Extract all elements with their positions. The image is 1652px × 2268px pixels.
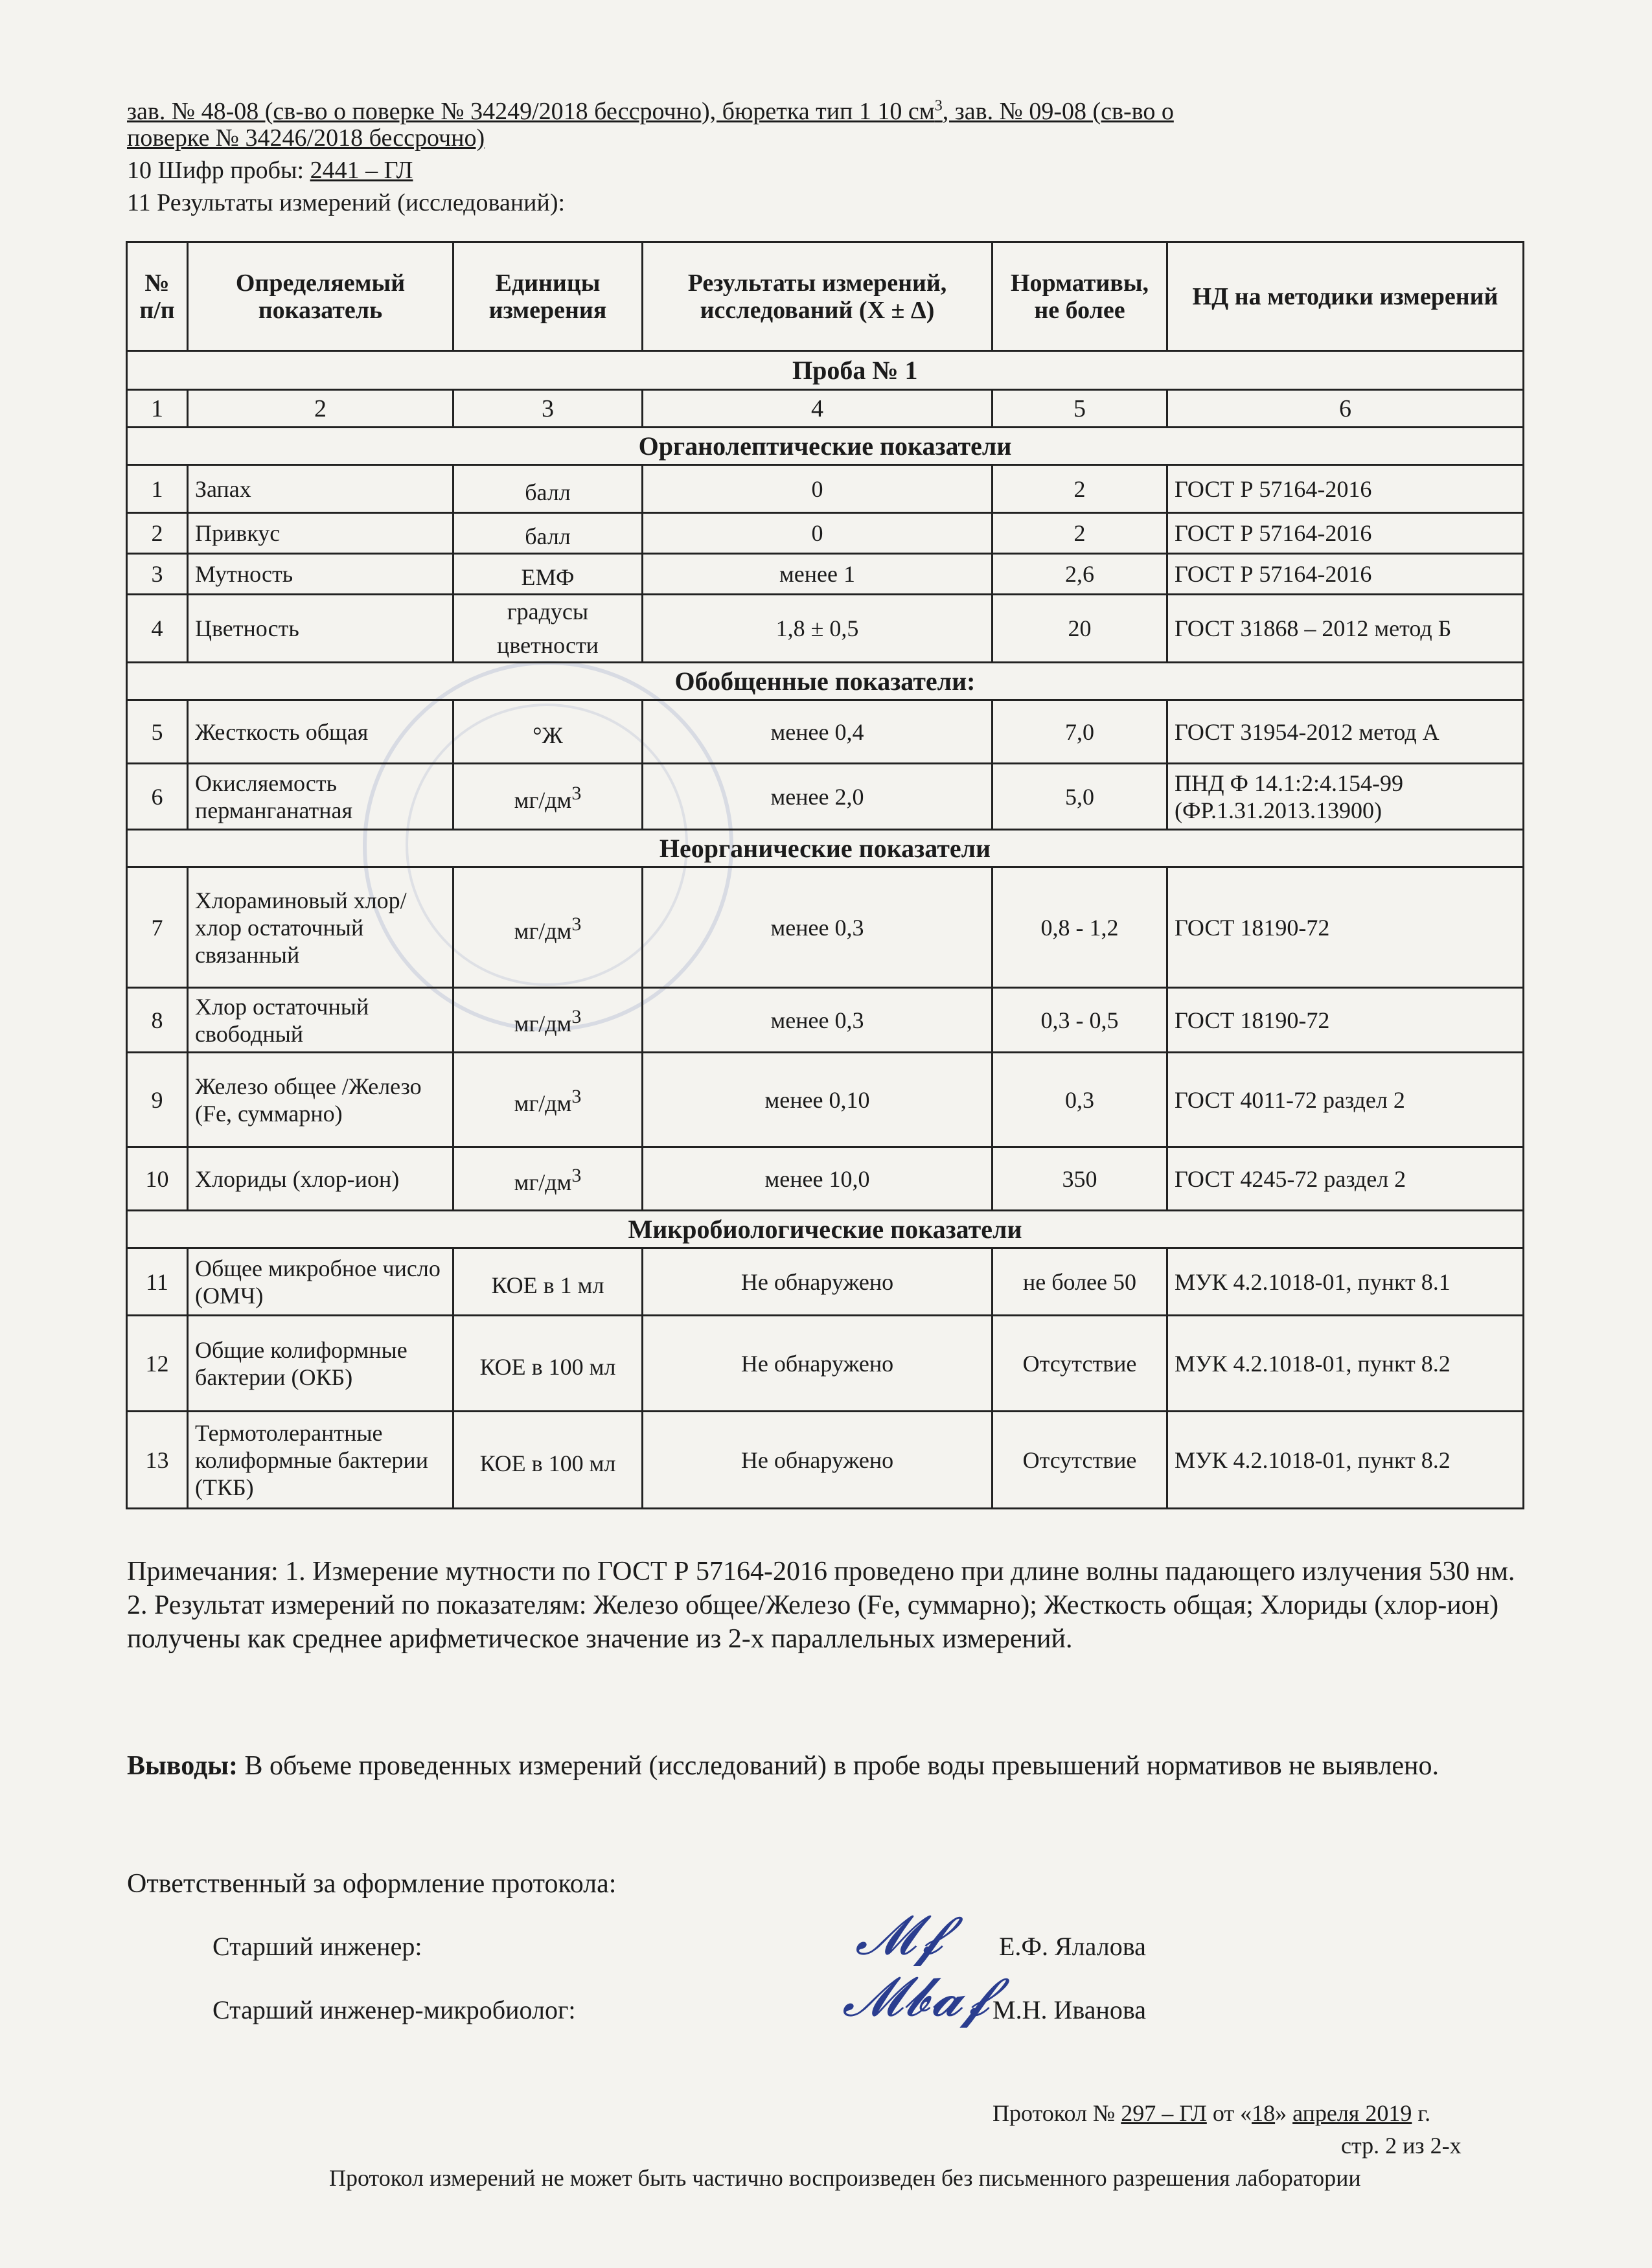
row-unit: $мг/дм^3$ [453,1147,643,1211]
row-result: Не обнаружено [643,1412,992,1509]
row-norm: 2,6 [992,554,1167,595]
row-method: ГОСТ 4011-72 раздел 2 [1167,1053,1524,1147]
table-row [127,700,1524,764]
row-norm: 7,0 [992,700,1167,764]
col-number: 1 [127,390,188,428]
row-norm: 0,3 [992,1053,1167,1147]
row-result: 0 [643,465,992,513]
table-row [127,554,1524,595]
header-num: № п/п [127,242,188,351]
table-row [127,1412,1524,1509]
row-unit: $мг/дм^3$ [453,988,643,1053]
table-row [127,1316,1524,1412]
row-result: менее 0,4 [643,700,992,764]
sample-code: 10 Шифр пробы: 2441 – ГЛ [127,157,413,184]
table-row [127,513,1524,554]
row-result: 1,8 ± 0,5 [643,595,992,663]
row-num: 3 [127,554,188,595]
section-generalized: Обобщенные показатели: [127,663,1524,700]
signer-2-role: Старший инженер-микробиолог: [212,1995,576,2024]
section-organoleptic: Органолептические показатели [127,428,1524,465]
row-method: МУК 4.2.1018-01, пункт 8.1 [1167,1248,1524,1316]
row-indicator: Окисляемость перманганатная [188,764,453,830]
conclusion-label: Выводы: [127,1751,238,1781]
row-unit: $мг/дм^3$ [453,867,643,988]
row-result: Не обнаружено [643,1248,992,1316]
table-row [127,595,1524,663]
row-num: 11 [127,1248,188,1316]
table-row [127,1147,1524,1211]
row-unit: $мг/дм^3$ [453,1053,643,1147]
row-num: 10 [127,1147,188,1211]
row-num: 12 [127,1316,188,1412]
row-indicator: Хлориды (хлор-ион) [188,1147,453,1211]
row-unit: градусы цветности [453,595,643,663]
row-num: 1 [127,465,188,513]
row-method: ПНД Ф 14.1:2:4.154-99 (ФР.1.31.2013.13900) [1167,764,1524,830]
signer-2-name: М.Н. Иванова [992,1995,1146,2024]
row-result: менее 10,0 [643,1147,992,1211]
row-num: 5 [127,700,188,764]
signature-1: 𝓜𝓯 [855,1903,944,1967]
row-result: менее 0,3 [643,867,992,988]
row-norm: Отсутствие [992,1412,1167,1509]
table-row [127,465,1524,513]
row-method: ГОСТ 31954-2012 метод А [1167,700,1524,764]
table-header-row [127,242,1524,351]
section-inorganic: Неорганические показатели [127,830,1524,867]
col-number: 6 [1167,390,1524,428]
row-result: Не обнаружено [643,1316,992,1412]
row-norm: 0,8 - 1,2 [992,867,1167,988]
row-method: ГОСТ 4245-72 раздел 2 [1167,1147,1524,1211]
row-method: ГОСТ Р 57164-2016 [1167,465,1524,513]
row-num: 2 [127,513,188,554]
header-result: Результаты измерений, исследований (Х ± Δ) [643,242,992,351]
row-indicator: Запах [188,465,453,513]
row-indicator: Железо общее /Железо (Fe, суммарно) [188,1053,453,1147]
row-method: ГОСТ Р 57164-2016 [1167,513,1524,554]
header-line-1: зав. № 48-08 (св-во о поверке № 34249/2018 бессрочно), бюретка тип 1 10 $см^3$, зав. № 09-08 (св-во о [127,97,1174,125]
table-row [127,867,1524,988]
row-norm: не более 50 [992,1248,1167,1316]
row-norm: 5,0 [992,764,1167,830]
signer-1-role: Старший инженер: [212,1932,422,1961]
row-indicator: Цветность [188,595,453,663]
row-norm: 2 [992,513,1167,554]
row-num: 4 [127,595,188,663]
row-unit: балл [453,465,643,513]
row-indicator: Мутность [188,554,453,595]
row-indicator: Термотолерантные колиформные бактерии (ТКБ) [188,1412,453,1509]
row-unit: $мг/дм^3$ [453,764,643,830]
col-number: 4 [643,390,992,428]
sample-label: Проба № 1 [188,351,1524,390]
row-indicator: Хлор остаточный свободный [188,988,453,1053]
note-2: 2. Результат измерений по показателям: Железо общее/Железо (Fe, суммарно); Жесткость общая; Хлориды (хлор-ион) получены как среднее арифметическое значение из 2-х параллельных измерений. [127,1590,1499,1654]
row-method: ГОСТ Р 57164-2016 [1167,554,1524,595]
row-method: ГОСТ 18190-72 [1167,988,1524,1053]
col-number: 5 [992,390,1167,428]
row-num: 9 [127,1053,188,1147]
signer-1-name: Е.Ф. Ялалова [999,1932,1146,1961]
row-result: менее 0,3 [643,988,992,1053]
row-result: менее 0,10 [643,1053,992,1147]
conclusion [127,1749,1526,1783]
row-indicator: Хлораминовый хлор/хлор остаточный связанный [188,867,453,988]
results-table [126,241,1524,1509]
row-result: 0 [643,513,992,554]
page-number: стр. 2 из 2-х [1341,2133,1462,2159]
row-norm: 0,3 - 0,5 [992,988,1167,1053]
header-method: НД на методики измерений [1167,242,1524,351]
row-unit: ЕМФ [453,554,643,595]
row-method: ГОСТ 18190-72 [1167,867,1524,988]
row-num: 13 [127,1412,188,1509]
row-result: менее 2,0 [643,764,992,830]
protocol-ref: Протокол № 297 – ГЛ от «18» апреля 2019 г. [992,2100,1431,2126]
row-result: менее 1 [643,554,992,595]
row-indicator: Общее микробное число (ОМЧ) [188,1248,453,1316]
signature-2: 𝓜𝓫𝓪𝓯 [842,1965,991,2028]
sample-label-row [127,351,1524,390]
row-num: 8 [127,988,188,1053]
header-norm: Нормативы, не более [992,242,1167,351]
responsible-title: Ответственный за оформление протокола: [127,1869,617,1899]
col-number: 2 [188,390,453,428]
row-norm: Отсутствие [992,1316,1167,1412]
row-num: 6 [127,764,188,830]
row-unit: °Ж [453,700,643,764]
row-indicator: Общие колиформные бактерии (ОКБ) [188,1316,453,1412]
row-method: МУК 4.2.1018-01, пункт 8.2 [1167,1412,1524,1509]
col-number: 3 [453,390,643,428]
section-microbio: Микробиологические показатели [127,1211,1524,1248]
table-row [127,1248,1524,1316]
conclusion-text: В объеме проведенных измерений (исследований) в пробе воды превышений нормативов не выявлено. [238,1751,1440,1781]
row-method: ГОСТ 31868 – 2012 метод Б [1167,595,1524,663]
disclaimer: Протокол измерений не может быть частично воспроизведен без письменного разрешения лаборатории [329,2165,1361,2191]
row-unit: КОЕ в 100 мл [453,1412,643,1509]
note-1: Примечания: 1. Измерение мутности по ГОСТ Р 57164-2016 проведено при длине волны падающего излучения 530 нм. [127,1557,1515,1586]
row-method: МУК 4.2.1018-01, пункт 8.2 [1167,1316,1524,1412]
row-indicator: Жесткость общая [188,700,453,764]
results-title: 11 Результаты измерений (исследований): [127,189,566,216]
row-norm: 350 [992,1147,1167,1211]
header-indicator: Определяемый показатель [188,242,453,351]
row-unit: балл [453,513,643,554]
table-row [127,1053,1524,1147]
table-row [127,764,1524,830]
notes [127,1555,1526,1656]
row-norm: 2 [992,465,1167,513]
row-norm: 20 [992,595,1167,663]
column-number-row [127,390,1524,428]
header-units: Единицы измерения [453,242,643,351]
row-unit: КОЕ в 1 мл [453,1248,643,1316]
row-indicator: Привкус [188,513,453,554]
row-num: 7 [127,867,188,988]
row-unit: КОЕ в 100 мл [453,1316,643,1412]
header-line-2: поверке № 34246/2018 бессрочно) [127,124,485,152]
table-row [127,988,1524,1053]
